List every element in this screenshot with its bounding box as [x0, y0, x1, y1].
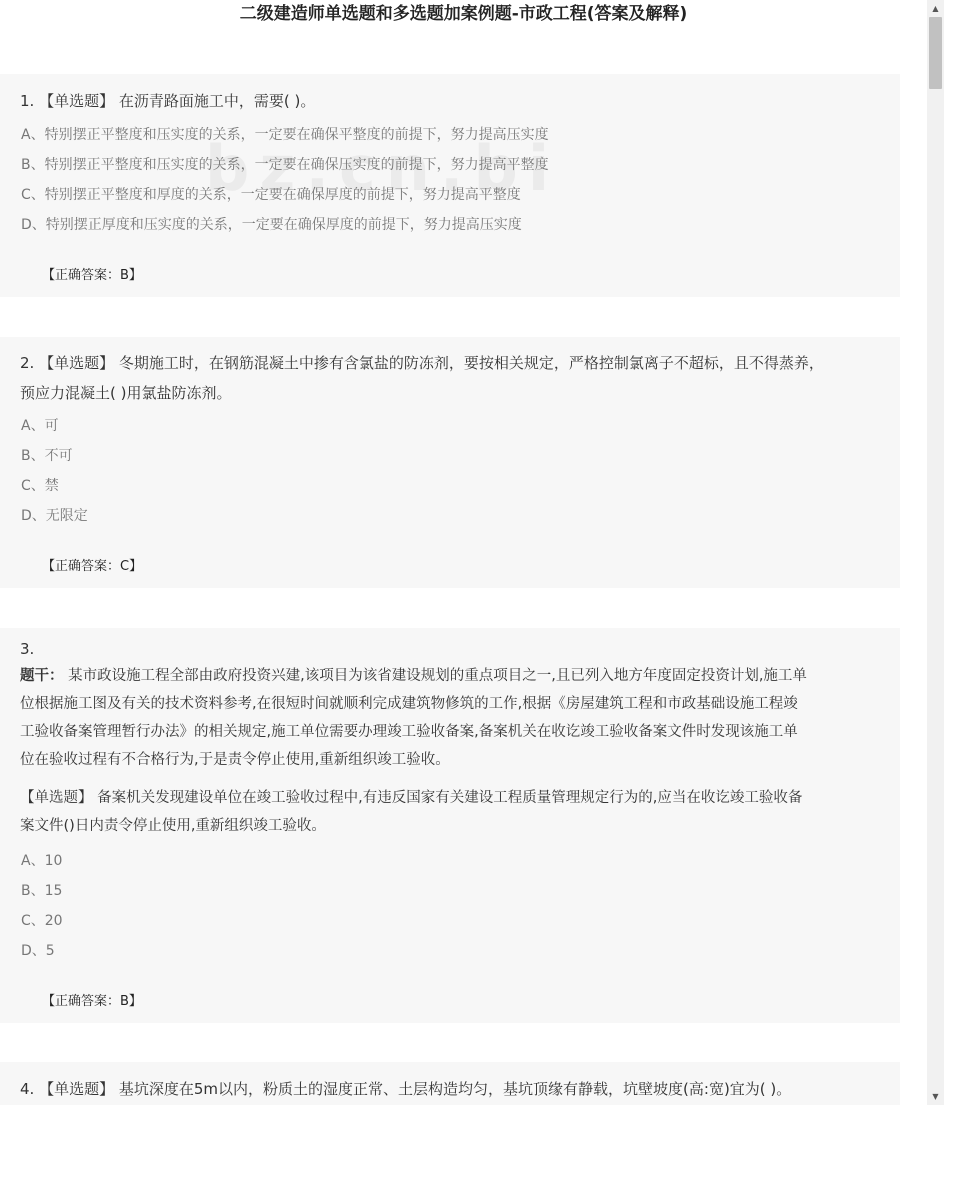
case-line-4: 位在验收过程有不合格行为,于是责令停止使用,重新组织竣工验收。 — [20, 752, 450, 768]
option-d[interactable]: D、无限定 — [21, 508, 88, 524]
option-d[interactable]: D、5 — [21, 943, 55, 959]
page-title: 二级建造师单选题和多选题加案例题-市政工程(答案及解释) — [239, 4, 688, 24]
question-number: 3. — [20, 640, 35, 658]
question-text-line-1: 备案机关发现建设单位在竣工验收过程中,有违反国家有关建设工程质量管理规定行为的,应当在收讫竣工验收备 — [97, 790, 803, 806]
question-type-tag: 【单选题】 — [39, 354, 115, 372]
option-a[interactable]: A、特别摆正平整度和压实度的关系，一定要在确保平整度的前提下，努力提高压实度 — [21, 127, 549, 143]
question-number: 4. — [20, 1080, 35, 1098]
scroll-up-arrow-icon[interactable]: ▲ — [932, 4, 939, 13]
question-text-line-2: 案文件()日内责令停止使用,重新组织竣工验收。 — [20, 818, 326, 834]
option-b[interactable]: B、不可 — [21, 448, 73, 464]
question-type-tag: 【单选题】 — [39, 1080, 115, 1098]
correct-answer: 【正确答案：C】 — [42, 559, 143, 574]
question-card-1 — [0, 74, 900, 297]
case-line-2: 位根据施工图及有关的技术资料参考,在很短时间就顺利完成建筑物修筑的工作,根据《房屋建筑工程和市政基础设施工程竣 — [20, 696, 798, 712]
scrollbar-thumb[interactable] — [929, 17, 942, 89]
question-card-2 — [0, 337, 900, 588]
question-type-tag: 【单选题】 — [20, 790, 93, 806]
question-stem — [0, 348, 844, 408]
option-b[interactable]: B、15 — [21, 883, 63, 899]
option-b[interactable]: B、特别摆正平整度和压实度的关系，一定要在确保压实度的前提下，努力提高平整度 — [21, 157, 549, 173]
option-c[interactable]: C、禁 — [21, 478, 59, 494]
question-text: 在沥青路面施工中，需要( )。 — [118, 92, 316, 110]
question-type-tag: 【单选题】 — [39, 92, 115, 110]
question-stem — [0, 784, 822, 840]
case-line-3: 工验收备案管理暂行办法》的相关规定,施工单位需要办理竣工验收备案,备案机关在收讫竣工验收备案文件时发现该施工单 — [20, 724, 798, 740]
vertical-scrollbar[interactable] — [927, 0, 944, 1105]
option-a[interactable]: A、可 — [21, 418, 59, 434]
scroll-down-arrow-icon[interactable]: ▼ — [932, 1092, 939, 1101]
question-stem — [0, 1074, 811, 1104]
question-text: 基坑深度在5m以内，粉质土的湿度正常、土层构造均匀，基坑顶缘有静载，坑壁坡度(高:宽)宜为( )。 — [118, 1080, 792, 1098]
question-card-4 — [0, 1062, 900, 1105]
case-line-1: 某市政设施工程全部由政府投资兴建,该项目为该省建设规划的重点项目之一,且已列入地方年度固定投资计划,施工单 — [68, 668, 807, 684]
option-a[interactable]: A、10 — [21, 853, 63, 869]
question-text-line-2: 预应力混凝土( )用氯盐防冻剂。 — [20, 384, 232, 402]
question-card-3 — [0, 628, 900, 1023]
option-c[interactable]: C、20 — [21, 913, 63, 929]
correct-answer: 【正确答案：B】 — [42, 268, 142, 283]
question-text-line-1: 冬期施工时，在钢筋混凝土中掺有含氯盐的防冻剂，要按相关规定，严格控制氯离子不超标，且不得蒸养， — [118, 354, 824, 372]
option-c[interactable]: C、特别摆正平整度和厚度的关系，一定要在确保厚度的前提下，努力提高平整度 — [21, 187, 521, 203]
correct-answer: 【正确答案：B】 — [42, 994, 142, 1009]
question-stem — [0, 86, 335, 116]
question-number: 1. — [20, 92, 35, 110]
case-text — [0, 662, 827, 774]
option-d[interactable]: D、特别摆正厚度和压实度的关系，一定要在确保厚度的前提下，努力提高压实度 — [21, 217, 522, 233]
question-number: 2. — [20, 354, 35, 372]
case-label: 题干： — [20, 668, 64, 684]
